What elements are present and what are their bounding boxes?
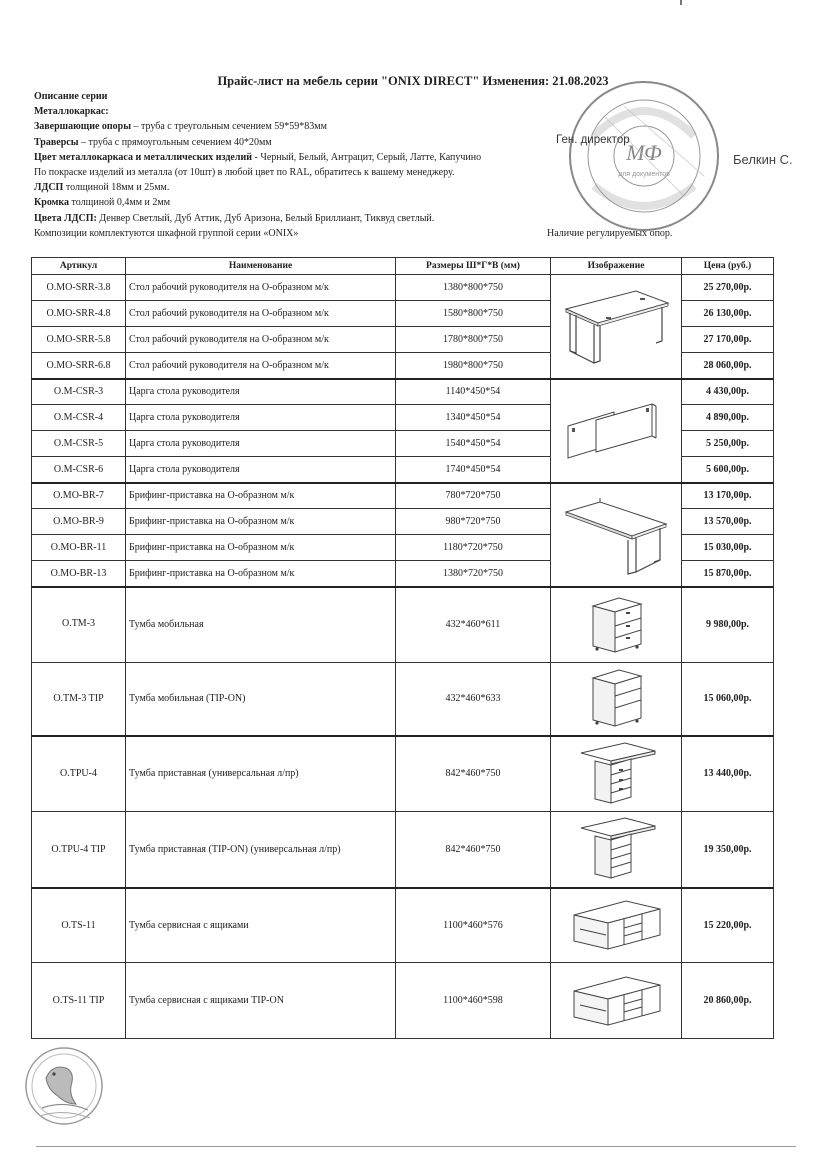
- price-cell: 26 130,00р.: [682, 301, 774, 327]
- table-row: [32, 888, 774, 963]
- size-cell: 842*460*750: [396, 812, 551, 888]
- size-cell: 1540*450*54: [396, 431, 551, 457]
- table-row: [32, 379, 774, 405]
- mobile-pedestal-image: [551, 587, 682, 663]
- size-cell: 1100*460*598: [396, 963, 551, 1039]
- signer-role: Ген. директор: [556, 134, 630, 146]
- size-cell: 780*720*750: [396, 483, 551, 509]
- page-title: Прайс-лист на мебель серии "ONIX DIRECT" Изменения: 21.08.2023: [217, 74, 609, 88]
- table-row: [32, 663, 774, 736]
- scan-mark: [680, 0, 682, 5]
- price-cell: 15 060,00р.: [682, 663, 774, 736]
- price-cell: 13 440,00р.: [682, 736, 774, 812]
- crossbars-line: Траверсы – труба с прямоугольным сечением 40*20мм: [34, 136, 272, 148]
- price-cell: 5 250,00р.: [682, 431, 774, 457]
- article-cell: O.TPU-4: [32, 736, 126, 812]
- price-cell: 13 570,00р.: [682, 509, 774, 535]
- compositions-note: Композиции комплектуются шкафной группой серии «ONIX»: [34, 227, 299, 239]
- table-row: [32, 587, 774, 663]
- end-supports-line: Завершающие опоры – труба с треугольным сечением 59*59*83мм: [34, 121, 327, 133]
- price-cell: 4 890,00р.: [682, 405, 774, 431]
- price-cell: 4 430,00р.: [682, 379, 774, 405]
- name-cell: Стол рабочий руководителя на О-образном м/к: [126, 353, 396, 379]
- table-header-row: [32, 258, 774, 275]
- series-description: [34, 89, 574, 241]
- paint-note: По покраске изделий из металла (от 10шт) в любой цвет по RAL, обратитесь к вашему менеджеру.: [34, 167, 455, 179]
- header-size: Размеры Ш*Г*В (мм): [396, 258, 551, 275]
- name-cell: Царга стола руководителя: [126, 379, 396, 405]
- size-cell: 1580*800*750: [396, 301, 551, 327]
- name-cell: Брифинг-приставка на О-образном м/к: [126, 561, 396, 587]
- price-cell: 15 870,00р.: [682, 561, 774, 587]
- table-row: [32, 736, 774, 812]
- service-pedestal-image: [551, 888, 682, 963]
- article-cell: O.MO-SRR-4.8: [32, 301, 126, 327]
- header-image: Изображение: [551, 258, 682, 275]
- size-cell: 1380*720*750: [396, 561, 551, 587]
- name-cell: Стол рабочий руководителя на О-образном м/к: [126, 301, 396, 327]
- article-cell: O.MO-BR-11: [32, 535, 126, 561]
- article-cell: O.M-CSR-3: [32, 379, 126, 405]
- price-cell: 9 980,00р.: [682, 587, 774, 663]
- signer-name: Белкин С.: [733, 152, 793, 167]
- ldsp-line: ЛДСП толщиной 18мм и 25мм.: [34, 182, 170, 194]
- name-cell: Тумба приставная (универсальная л/пр): [126, 736, 396, 812]
- price-cell: 20 860,00р.: [682, 963, 774, 1039]
- price-table: [31, 257, 774, 1039]
- side-pedestal-image: [551, 736, 682, 812]
- article-cell: O.M-CSR-4: [32, 405, 126, 431]
- size-cell: 1140*450*54: [396, 379, 551, 405]
- price-cell: 25 270,00р.: [682, 275, 774, 301]
- briefing-extension-image: [551, 483, 682, 587]
- name-cell: Царга стола руководителя: [126, 405, 396, 431]
- table-row: [32, 812, 774, 888]
- table-row: [32, 275, 774, 301]
- frame-heading: Металлокаркас:: [34, 106, 109, 118]
- bottom-divider: [36, 1146, 796, 1147]
- article-cell: O.TS-11 TIP: [32, 963, 126, 1039]
- edge-line: Кромка толщиной 0,4мм и 2мм: [34, 197, 171, 209]
- name-cell: Тумба приставная (TIP-ON) (универсальная л/пр): [126, 812, 396, 888]
- svg-text:для документов: для документов: [618, 171, 670, 178]
- name-cell: Царга стола руководителя: [126, 457, 396, 483]
- size-cell: 842*460*750: [396, 736, 551, 812]
- article-cell: O.MO-BR-13: [32, 561, 126, 587]
- ldsp-colors-line: Цвета ЛДСП: Денвер Светлый, Дуб Аттик, Дуб Аризона, Белый Бриллиант, Тиквуд светлый.: [34, 212, 435, 224]
- table-row: [32, 483, 774, 509]
- price-cell: 5 600,00р.: [682, 457, 774, 483]
- metal-colors-line: Цвет металлокаркаса и металлических изделий - Черный, Белый, Антрацит, Серый, Латте, Капучино: [34, 151, 482, 163]
- company-stamp: [564, 76, 724, 236]
- adjustable-feet-note: Наличие регулируемых опор.: [547, 228, 673, 239]
- header-price: Цена (руб.): [682, 258, 774, 275]
- table-row: [32, 963, 774, 1039]
- service-pedestal-tip-image: [551, 963, 682, 1039]
- size-cell: 1100*460*576: [396, 888, 551, 963]
- price-cell: 15 030,00р.: [682, 535, 774, 561]
- name-cell: Тумба сервисная с ящиками TIP-ON: [126, 963, 396, 1039]
- article-cell: O.TS-11: [32, 888, 126, 963]
- bird-logo-stamp: [22, 1038, 106, 1138]
- article-cell: O.MO-BR-7: [32, 483, 126, 509]
- size-cell: 1380*800*750: [396, 275, 551, 301]
- article-cell: O.MO-SRR-5.8: [32, 327, 126, 353]
- size-cell: 1740*450*54: [396, 457, 551, 483]
- name-cell: Брифинг-приставка на О-образном м/к: [126, 535, 396, 561]
- price-cell: 19 350,00р.: [682, 812, 774, 888]
- name-cell: Тумба сервисная с ящиками: [126, 888, 396, 963]
- name-cell: Стол рабочий руководителя на О-образном м/к: [126, 327, 396, 353]
- side-pedestal-tip-image: [551, 812, 682, 888]
- size-cell: 1780*800*750: [396, 327, 551, 353]
- size-cell: 980*720*750: [396, 509, 551, 535]
- name-cell: Тумба мобильная: [126, 587, 396, 663]
- article-cell: O.M-CSR-6: [32, 457, 126, 483]
- name-cell: Брифинг-приставка на О-образном м/к: [126, 509, 396, 535]
- svg-text:МФ: МФ: [626, 140, 662, 165]
- series-heading: Описание серии: [34, 91, 108, 102]
- header-name: Наименование: [126, 258, 396, 275]
- desk-image: [551, 275, 682, 379]
- name-cell: Царга стола руководителя: [126, 431, 396, 457]
- mobile-pedestal-tip-image: [551, 663, 682, 736]
- size-cell: 432*460*611: [396, 587, 551, 663]
- article-cell: O.M-CSR-5: [32, 431, 126, 457]
- price-cell: 27 170,00р.: [682, 327, 774, 353]
- price-cell: 28 060,00р.: [682, 353, 774, 379]
- article-cell: O.TM-3 TIP: [32, 663, 126, 736]
- name-cell: Стол рабочий руководителя на О-образном м/к: [126, 275, 396, 301]
- size-cell: 1180*720*750: [396, 535, 551, 561]
- name-cell: Брифинг-приставка на О-образном м/к: [126, 483, 396, 509]
- header-article: Артикул: [32, 258, 126, 275]
- price-cell: 15 220,00р.: [682, 888, 774, 963]
- article-cell: O.TM-3: [32, 587, 126, 663]
- modesty-panel-image: [551, 379, 682, 483]
- price-cell: 13 170,00р.: [682, 483, 774, 509]
- size-cell: 1340*450*54: [396, 405, 551, 431]
- name-cell: Тумба мобильная (TIP-ON): [126, 663, 396, 736]
- size-cell: 1980*800*750: [396, 353, 551, 379]
- article-cell: O.TPU-4 TIP: [32, 812, 126, 888]
- size-cell: 432*460*633: [396, 663, 551, 736]
- article-cell: O.MO-SRR-3.8: [32, 275, 126, 301]
- article-cell: O.MO-BR-9: [32, 509, 126, 535]
- article-cell: O.MO-SRR-6.8: [32, 353, 126, 379]
